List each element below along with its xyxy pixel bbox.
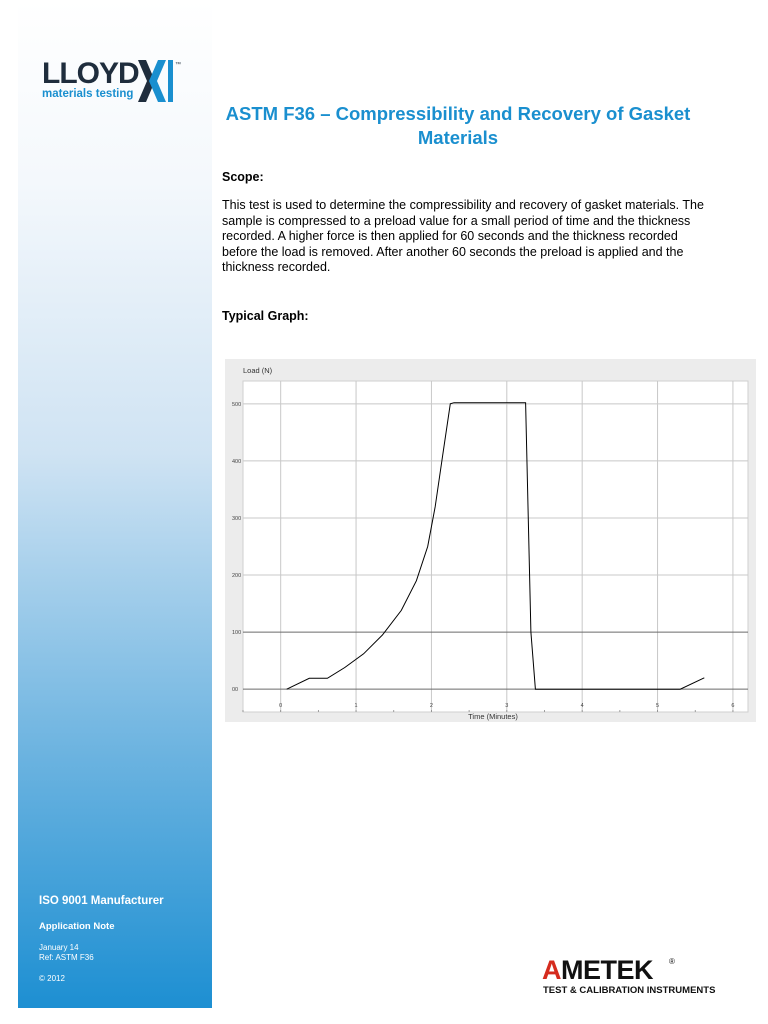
logo-wordmark: LLOYD [42,57,139,90]
x-tick-label: 0 [279,703,283,709]
graph-heading: Typical Graph: [222,309,309,323]
x-tick-label: 5 [656,703,660,709]
iso-certification: ISO 9001 Manufacturer [39,895,164,907]
ametek-wordmark [542,955,653,986]
x-axis-label: Time (Minutes) [468,712,518,721]
x-tick-label: 3 [505,703,509,709]
document-reference: Ref: ASTM F36 [39,953,94,962]
typical-graph [225,359,756,722]
copyright-notice: © 2012 [39,974,65,983]
x-tick-label: 4 [580,703,584,709]
registered-mark: ® [669,957,675,966]
x-tick-label: 1 [354,703,358,709]
lloyd-k-mark-icon [138,60,182,102]
logo-tagline: materials testing [42,88,134,100]
ametek-initial: A [542,955,561,985]
application-note-label: Application Note [39,921,115,932]
scope-paragraph: This test is used to determine the compressibility and recovery of gasket materials. The sample is compressed to a preload value for a small period of time and the thickness recorded. A higher force is then applied for 60 seconds and the thickness recorded before the load is removed. After another 60 seconds the preload is applied and the thickness recorded. [222,198,704,274]
y-tick-label: 00 [232,687,239,694]
x-tick-label: 6 [731,703,735,709]
trademark-symbol: ™ [175,62,181,68]
scope-heading: Scope: [222,170,264,184]
ametek-logo [542,955,742,1000]
lloyd-logo [42,58,182,108]
y-tick-label: 200 [232,573,242,580]
sidebar-panel [18,0,212,1008]
y-tick-label: 500 [232,401,242,408]
ametek-word-rest: METEK [561,955,653,985]
ametek-tagline: TEST & CALIBRATION INSTRUMENTS [543,985,716,996]
y-axis-label: Load (N) [243,366,273,375]
document-date: January 14 [39,943,79,952]
y-tick-label: 300 [232,515,242,522]
x-tick-label: 2 [429,703,433,709]
page-title: ASTM F36 – Compressibility and Recovery of Gasket Materials [225,103,691,148]
y-tick-label: 100 [232,630,242,637]
load-time-chart [225,359,756,722]
y-tick-label: 400 [232,458,242,465]
